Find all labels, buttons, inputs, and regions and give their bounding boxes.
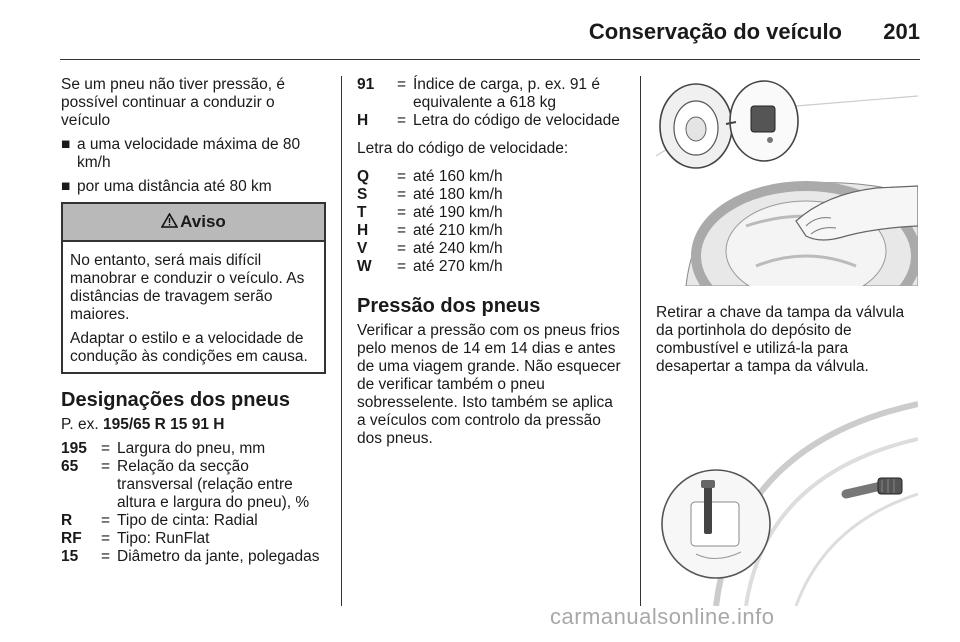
column-divider	[341, 76, 342, 606]
column-3-caption	[656, 304, 918, 382]
column-2	[357, 76, 623, 454]
section-title-tyre-designations: Designações dos pneus	[61, 389, 290, 411]
speed-code-list	[357, 168, 623, 276]
page-number: 201	[883, 19, 920, 44]
speed-code-row: S = até 180 km/h	[357, 186, 503, 203]
figure-fuel-flap-valve-key	[656, 76, 918, 286]
example-line: P. ex. 195/65 R 15 91 H	[61, 416, 225, 433]
tyre-definition-list	[61, 440, 326, 566]
valve-cap-illustration	[656, 384, 918, 606]
fuel-flap-illustration	[656, 76, 918, 286]
warning-paragraph: No entanto, será mais difícil manobrar e conduzir o veículo. As distâncias de travagem serão maiores.	[70, 252, 305, 323]
pressure-text: Verificar a pressão com os pneus frios pelo menos de 14 em 14 dias e antes de uma viagem grande. Não esquecer de verificar também o pneu sobresselente. Isto também se aplica a veículos com controlo da pressão dos pneus.	[357, 322, 621, 447]
warning-box	[61, 202, 326, 374]
definition-row: 195 = Largura do pneu, mm	[61, 440, 266, 457]
warning-paragraph: Adaptar o estilo e a velocidade de condução às condições em causa.	[70, 330, 308, 365]
speed-code-row: H = até 210 km/h	[357, 222, 503, 239]
figure-valve-cap	[656, 384, 918, 606]
column-1	[61, 76, 326, 566]
definition-row: RF = Tipo: RunFlat	[61, 530, 210, 547]
speed-code-row: V = até 240 km/h	[357, 240, 503, 257]
section-title-tyre-pressure: Pressão dos pneus	[357, 295, 541, 317]
speed-code-row: W = até 270 km/h	[357, 258, 503, 275]
definition-row: 15 = Diâmetro da jante, polegadas	[61, 548, 320, 565]
warning-header	[63, 204, 324, 242]
definition-row: R = Tipo de cinta: Radial	[61, 512, 258, 529]
page-title: Conservação do veículo	[588, 19, 842, 44]
definition-row: 65 = Relação da secção transversal (relação entre altura e largura do pneu), %	[61, 458, 310, 511]
column-divider	[640, 76, 641, 606]
list-item: ■ a uma velocidade máxima de 80 km/h	[61, 136, 301, 171]
speed-code-row: T = até 190 km/h	[357, 204, 503, 221]
list-item: ■ por uma distância até 80 km	[61, 178, 272, 195]
watermark: carmanualsonline.info	[550, 604, 775, 629]
load-definition-list	[357, 76, 623, 130]
definition-row: H = Letra do código de velocidade	[357, 112, 620, 129]
definition-row: 91 = Índice de carga, p. ex. 91 é equivalente a 618 kg	[357, 76, 600, 111]
bullet-square-icon: ■	[61, 178, 71, 195]
warning-triangle-icon	[161, 205, 178, 241]
speed-code-intro: Letra do código de velocidade:	[357, 140, 569, 157]
intro-text: Se um pneu não tiver pressão, é possível continuar a conduzir o veículo	[61, 76, 286, 129]
header-rule	[60, 59, 920, 60]
speed-code-row: Q = até 160 km/h	[357, 168, 503, 185]
bullet-square-icon: ■	[61, 136, 71, 153]
warning-title: Aviso	[180, 212, 226, 231]
figure-caption: Retirar a chave da tampa da válvula da portinhola do depósito de combustível e utilizá-la para desapertar a tampa da válvula.	[656, 304, 905, 375]
